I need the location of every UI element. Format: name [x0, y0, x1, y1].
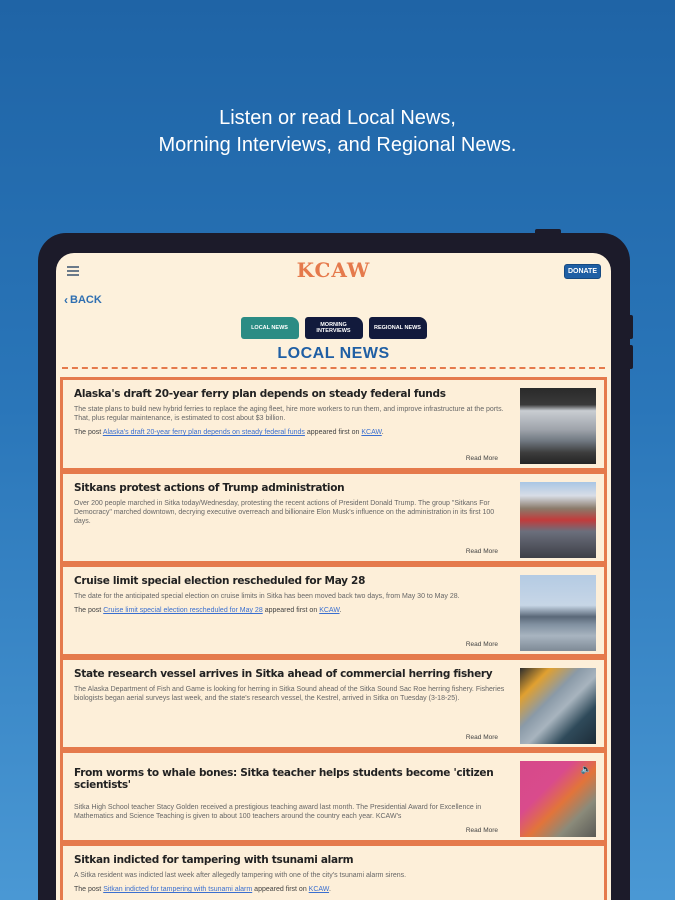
post-middle: appeared first on [264, 607, 318, 614]
article-excerpt: Sitka High School teacher Stacy Golden received a prestigious teaching award last month. The Presidential Award for Excellence in Mathematics and Science Teaching is given to about 100 teachers around the country each year. KCAW's [74, 804, 482, 820]
post-middle: appeared first on [306, 429, 360, 436]
tablet-camera-bump [535, 229, 561, 235]
tab-morning-interviews[interactable]: MORNING INTERVIEWS [305, 317, 363, 339]
kcaw-link[interactable]: KCAW [361, 429, 382, 436]
post-prefix: The post [74, 607, 102, 614]
back-button[interactable] [64, 293, 102, 307]
read-more-link[interactable]: Read More [465, 455, 498, 462]
article-card[interactable] [60, 377, 607, 470]
post-middle: appeared first on [254, 886, 307, 893]
article-card[interactable] [60, 470, 607, 563]
article-excerpt: The state plans to build new hybrid ferries to replace the aging fleet, hire more workers to run them, and improve infrastructure at the ports. That, plus regular maintenance, is estimated to cost about $3 billion. [74, 406, 504, 422]
post-prefix: The post [74, 886, 102, 893]
chevron-left-icon: ‹ [64, 293, 68, 307]
app-screen [56, 253, 611, 900]
dashed-divider [62, 367, 605, 369]
article-source-line: The post Sitkan indicted for tampering with tsunami alarm appeared first on KCAW. [74, 886, 331, 893]
article-link[interactable]: Sitkan indicted for tampering with tsunami alarm [103, 886, 253, 893]
article-thumbnail[interactable] [520, 575, 596, 651]
article-thumbnail[interactable] [520, 388, 596, 464]
article-excerpt: Over 200 people marched in Sitka today/Wednesday, protesting the recent actions of President Donald Trump. The group "Sitkans For Democracy" marched downtown, decrying executive overreach and billionaire Elon Musk's influence on the administration in its first 100 days. [74, 500, 495, 525]
read-more-link[interactable]: Read More [465, 827, 498, 834]
article-excerpt: The Alaska Department of Fish and Game is looking for herring in Sitka Sound ahead of the Sitka Sound Sac Roe herring fishery. Fisheries biologists began aerial surveys last week, and the state's research vessel, the Kestrel, arrived in Sitka on Tuesday (3-18-25). [74, 686, 505, 702]
article-excerpt: A Sitka resident was indicted last week after allegedly tampering with one of the city's tsunami alarm sirens. [74, 872, 407, 879]
kcaw-link[interactable]: KCAW [308, 886, 330, 893]
article-list[interactable] [60, 377, 607, 900]
back-label: BACK [70, 294, 102, 306]
donate-button[interactable]: DONATE [564, 264, 601, 279]
article-thumbnail[interactable] [520, 482, 596, 558]
promo-headline [0, 105, 675, 159]
promo-line-2: Morning Interviews, and Regional News. [158, 134, 517, 156]
tablet-frame [38, 233, 630, 900]
article-card[interactable] [60, 656, 607, 749]
tab-regional-news[interactable]: REGIONAL NEWS [369, 317, 427, 339]
news-tabs [56, 317, 611, 339]
article-link[interactable]: Cruise limit special election rescheduled for May 28 [103, 607, 263, 614]
article-source-line: The post Cruise limit special election rescheduled for May 28 appeared first on KCAW. [74, 607, 342, 614]
tablet-side-button-1 [628, 315, 633, 339]
article-title[interactable]: Cruise limit special election rescheduled for May 28 [74, 575, 366, 587]
audio-speaker-icon: 🔈 [580, 764, 592, 774]
article-thumbnail[interactable] [520, 761, 596, 837]
article-card[interactable] [60, 563, 607, 656]
kcaw-logo[interactable]: KCAW [296, 258, 371, 282]
read-more-link[interactable]: Read More [465, 734, 498, 741]
article-title[interactable]: Sitkan indicted for tampering with tsunami alarm [74, 854, 354, 866]
article-title[interactable]: State research vessel arrives in Sitka ahead of commercial herring fishery [74, 668, 493, 680]
article-title[interactable]: Alaska's draft 20-year ferry plan depends on steady federal funds [74, 388, 446, 400]
section-title: LOCAL NEWS [277, 345, 390, 362]
article-card[interactable] [60, 842, 607, 900]
article-source-line: The post Alaska's draft 20-year ferry plan depends on steady federal funds appeared first on KCAW. [74, 429, 384, 436]
read-more-link[interactable]: Read More [465, 548, 498, 555]
read-more-link[interactable]: Read More [465, 641, 498, 648]
article-excerpt: The date for the anticipated special election on cruise limits in Sitka has been moved back two days, from May 30 to May 28. [74, 593, 460, 600]
post-prefix: The post [74, 429, 102, 436]
article-title[interactable]: From worms to whale bones: Sitka teacher helps students become 'citizen scientists' [74, 767, 494, 791]
article-thumbnail[interactable] [520, 668, 596, 744]
promo-line-1: Listen or read Local News, [219, 107, 456, 129]
tab-local-news[interactable]: LOCAL NEWS [241, 317, 299, 339]
article-title[interactable]: Sitkans protest actions of Trump administration [74, 482, 345, 494]
tablet-side-button-2 [628, 345, 633, 369]
article-link[interactable]: Alaska's draft 20-year ferry plan depends on steady federal funds [102, 429, 305, 436]
article-card[interactable] [60, 749, 607, 842]
kcaw-link[interactable]: KCAW [319, 607, 340, 614]
top-bar [56, 253, 611, 293]
